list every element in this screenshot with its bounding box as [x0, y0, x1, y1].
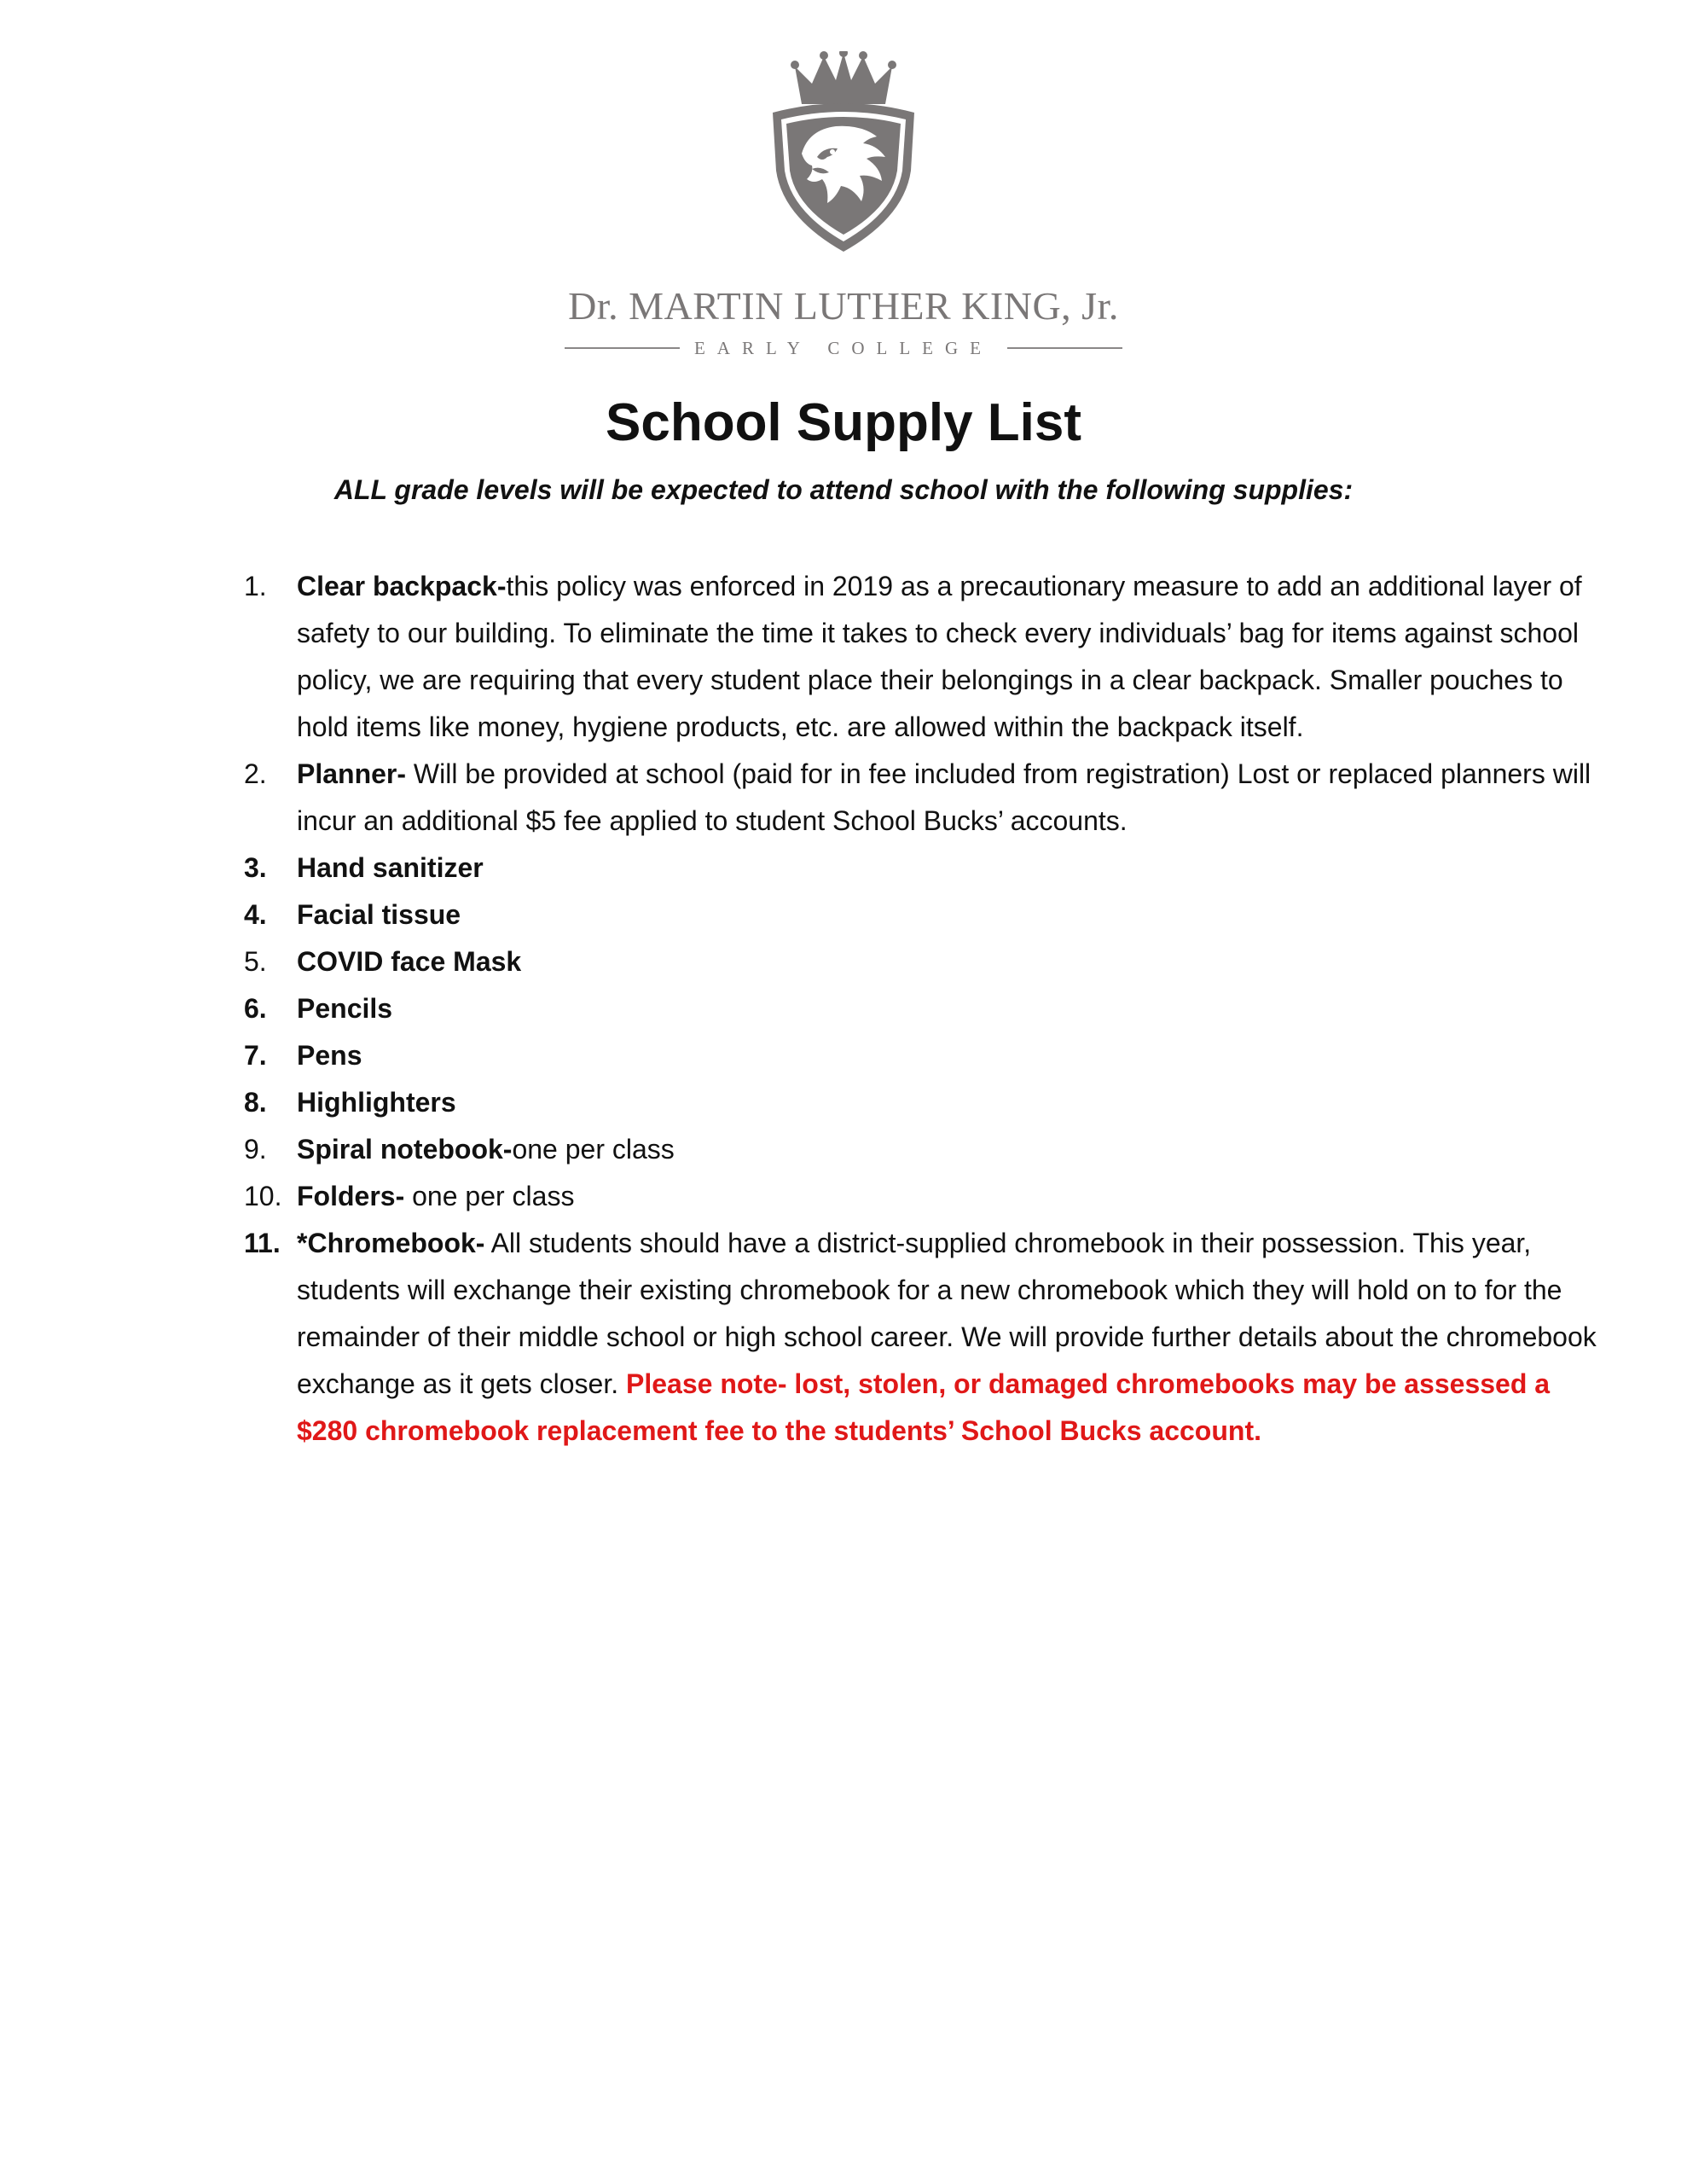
item-label: Facial tissue	[297, 899, 461, 930]
crowned-lion-shield-icon	[768, 51, 919, 252]
list-item	[244, 845, 1609, 892]
item-number: 7.	[244, 1040, 267, 1071]
item-label: *Chromebook-	[297, 1228, 485, 1258]
list-item	[244, 985, 1609, 1032]
page-title: School Supply List	[605, 393, 1082, 452]
item-number: 11.	[244, 1228, 281, 1258]
item-number: 4.	[244, 899, 267, 930]
item-label: Spiral notebook-	[297, 1134, 513, 1165]
item-number: 8.	[244, 1087, 267, 1118]
item-description: this policy was enforced in 2019 as a precautionary measure to add an additional layer of safety to our building. To eliminate the time it takes to check every individuals’ bag for items against school policy, we are requiring that every student place their belongings in a clear backpack. Smaller pouches to hold items like money, hygiene products, etc. are allowed within the backpack itself.	[297, 571, 1582, 742]
list-item	[244, 938, 1609, 985]
list-item	[244, 563, 1609, 751]
item-number: 6.	[244, 993, 267, 1024]
list-item	[244, 751, 1609, 845]
item-number: 3.	[244, 852, 267, 883]
list-item	[244, 1079, 1609, 1126]
school-name: Dr. MARTIN LUTHER KING, Jr.	[568, 284, 1119, 328]
list-item	[244, 1032, 1609, 1079]
item-label: Planner-	[297, 758, 407, 789]
item-label: Highlighters	[297, 1087, 456, 1118]
school-subtitle: EARLY COLLEGE	[693, 338, 993, 358]
chromebook-fee-warning: Please note- lost, stolen, or damaged chromebooks may be assessed a $280 chromebook replacement fee to the students’ School Bucks account.	[297, 1368, 1551, 1446]
item-label: Folders-	[297, 1181, 405, 1211]
page-subtitle: ALL grade levels will be expected to attend school with the following supplies:	[333, 474, 1354, 505]
school-subtitle-row	[565, 334, 1122, 363]
list-item	[244, 892, 1609, 938]
item-description: one per class	[404, 1181, 575, 1211]
item-number: 2.	[244, 758, 267, 789]
logo-rule-left	[565, 347, 680, 349]
list-item	[244, 1126, 1609, 1173]
item-number: 5.	[244, 946, 267, 977]
item-label: Hand sanitizer	[297, 852, 484, 883]
list-item	[244, 1173, 1609, 1220]
list-item	[244, 1220, 1609, 1455]
logo-rule-right	[1007, 347, 1122, 349]
item-label: Pencils	[297, 993, 393, 1024]
item-description: All students should have a district-supplied chromebook in their possession. This year, students will exchange their existing chromebook for a new chromebook which they will hold on to for the remainder of their middle school or high school career. We will provide further details about the chromebook exchange as it gets closer.	[297, 1228, 1597, 1399]
item-description: one per class	[512, 1134, 675, 1165]
item-label: Clear backpack-	[297, 571, 507, 601]
item-label: Pens	[297, 1040, 362, 1071]
item-label: COVID face Mask	[297, 946, 522, 977]
item-description: Will be provided at school (paid for in fee included from registration) Lost or replaced planners will incur an additional $5 fee applied to student School Bucks’ accounts.	[297, 758, 1591, 836]
item-number: 1.	[244, 571, 267, 601]
supply-list	[244, 563, 1609, 1455]
school-logo	[0, 51, 1687, 375]
item-number: 9.	[244, 1134, 267, 1165]
item-number: 10.	[244, 1181, 282, 1211]
